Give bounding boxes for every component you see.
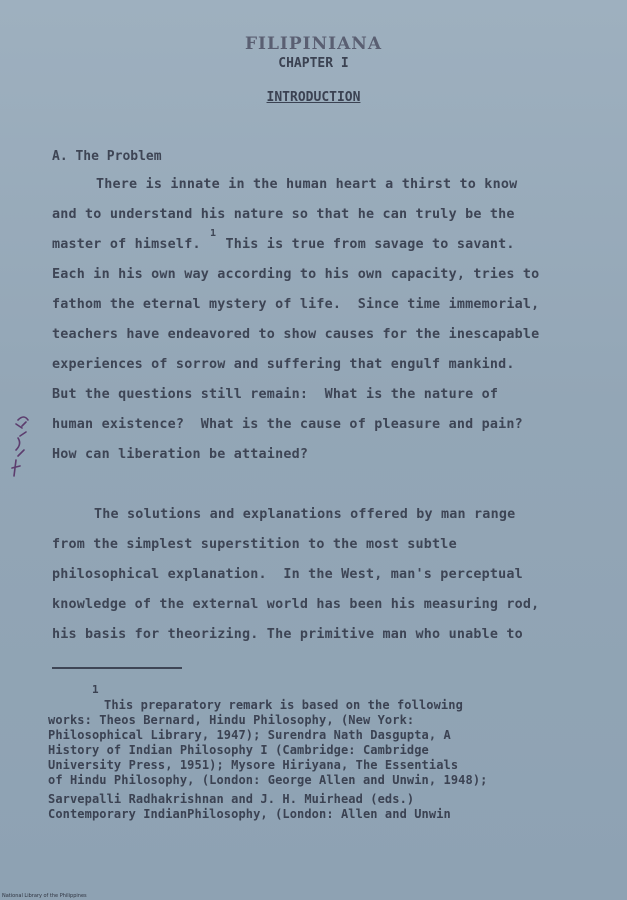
paragraph-line: his basis for theorizing. The primitive man who unable to	[52, 627, 523, 642]
handwritten-margin-note	[8, 410, 38, 480]
paragraph-line: How can liberation be attained?	[52, 447, 309, 462]
section-heading: A. The Problem	[52, 149, 162, 164]
footnote-line: Contemporary IndianPhilosophy, (London: Allen and Unwin	[48, 807, 451, 821]
paragraph-line: philosophical explanation. In the West, man's perceptual	[52, 567, 523, 582]
paragraph-line: There is innate in the human heart a thirst to know	[96, 177, 518, 192]
footnote-line: This preparatory remark is based on the following	[104, 698, 463, 712]
paragraph-line: Each in his own way according to his own capacity, tries to	[52, 267, 540, 282]
footnote-divider	[52, 667, 182, 669]
paragraph-line: teachers have endeavored to show causes for the inescapable	[52, 327, 540, 342]
footnote-line: Sarvepalli Radhakrishnan and J. H. Muirhead (eds.)	[48, 792, 415, 806]
paragraph-line: experiences of sorrow and suffering that engulf mankind.	[52, 357, 515, 372]
footnote-line: University Press, 1951); Mysore Hiriyana, The Essentials	[48, 758, 459, 772]
page-title: INTRODUCTION	[266, 90, 361, 105]
footnote-line: Philosophical Library, 1947); Surendra Nath Dasgupta, A	[48, 728, 451, 742]
chapter-heading: CHAPTER I	[278, 56, 349, 71]
paragraph-line: and to understand his nature so that he can truly be the	[52, 207, 515, 222]
footnote-reference: 1	[210, 228, 217, 239]
paragraph-line: from the simplest superstition to the most subtle	[52, 537, 457, 552]
paragraph-line: fathom the eternal mystery of life. Since time immemorial,	[52, 297, 540, 312]
footnote-line: of Hindu Philosophy, (London: George Allen and Unwin, 1948);	[48, 773, 488, 787]
paragraph-line: knowledge of the external world has been his measuring rod,	[52, 597, 540, 612]
paragraph-line: But the questions still remain: What is the nature of	[52, 387, 499, 402]
footnote-number: 1	[92, 683, 99, 696]
footnote-line: History of Indian Philosophy I (Cambridge: Cambridge	[48, 743, 429, 757]
filipiniana-stamp: FILIPINIANA	[244, 34, 383, 54]
paragraph-line: The solutions and explanations offered by man range	[94, 507, 516, 522]
paragraph-line: master of himself. This is true from savage to savant.	[52, 237, 515, 252]
archive-footer: National Library of the Philippines	[2, 893, 87, 899]
footnote-line: works: Theos Bernard, Hindu Philosophy, (New York:	[48, 713, 415, 727]
paragraph-line: human existence? What is the cause of pleasure and pain?	[52, 417, 523, 432]
